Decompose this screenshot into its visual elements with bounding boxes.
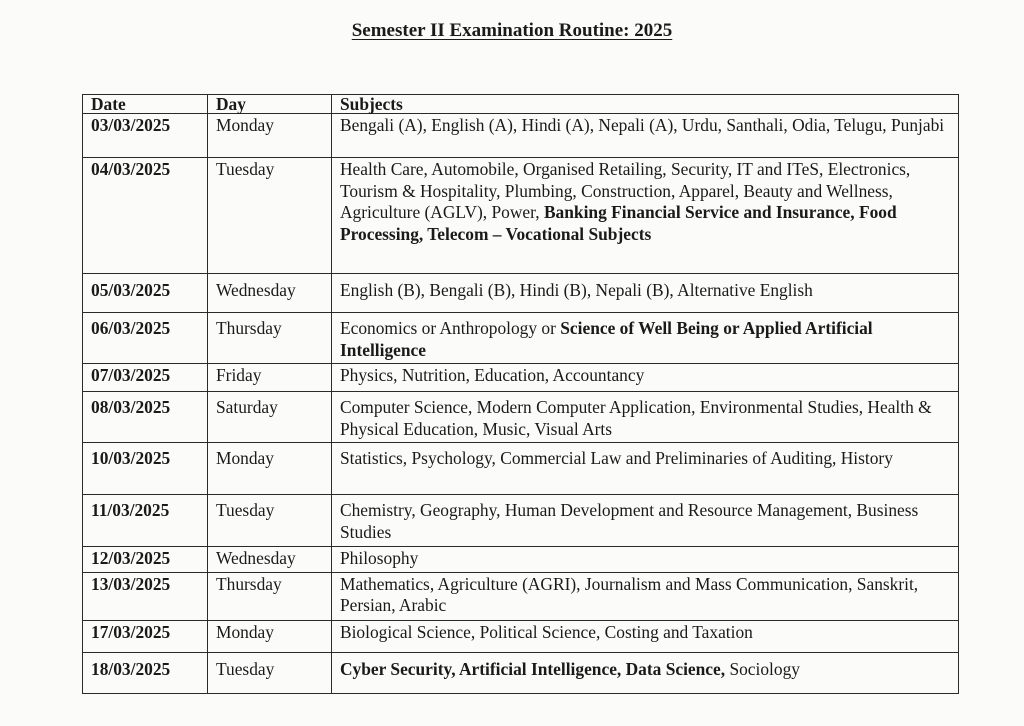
subject-text: English (B), Bengali (B), Hindi (B), Nepali (B), Alternative English xyxy=(340,280,813,300)
table-row xyxy=(83,114,959,158)
exam-date: 10/03/2025 xyxy=(83,443,208,495)
exam-routine-table xyxy=(82,94,959,694)
table-row xyxy=(83,443,959,495)
table-row xyxy=(83,620,959,652)
subject-text: Sociology xyxy=(725,658,800,679)
exam-day: Monday xyxy=(208,620,332,652)
subject-text: Chemistry, Geography, Human Development and Resource Management, Business Studies xyxy=(340,500,919,542)
subject-text: Economics or Anthropology or xyxy=(340,318,561,338)
exam-subjects xyxy=(332,313,959,364)
exam-date: 04/03/2025 xyxy=(83,158,208,274)
table-row xyxy=(83,652,959,693)
exam-date: 18/03/2025 xyxy=(83,652,208,693)
exam-day: Wednesday xyxy=(208,274,332,313)
exam-date: 05/03/2025 xyxy=(83,274,208,313)
subject-text: Computer Science, Modern Computer Application, Environmental Studies, Health & Physical Education, Music, Visual Arts xyxy=(340,397,932,439)
subject-text-bold: Cyber Security, Artificial Intelligence, Data Science, xyxy=(340,658,726,679)
exam-day: Monday xyxy=(208,114,332,158)
exam-date: 11/03/2025 xyxy=(83,495,208,547)
exam-date: 08/03/2025 xyxy=(83,392,208,443)
exam-date: 07/03/2025 xyxy=(83,364,208,392)
exam-day: Friday xyxy=(208,364,332,392)
table-row xyxy=(83,392,959,443)
exam-subjects xyxy=(332,364,959,392)
exam-day: Saturday xyxy=(208,392,332,443)
exam-date: 17/03/2025 xyxy=(83,620,208,652)
exam-subjects xyxy=(332,392,959,443)
exam-day: Tuesday xyxy=(208,158,332,274)
exam-subjects xyxy=(332,547,959,573)
exam-date: 06/03/2025 xyxy=(83,313,208,364)
table-row xyxy=(83,364,959,392)
table-header-row xyxy=(83,95,959,114)
exam-subjects xyxy=(332,572,959,620)
subject-text-bold: Banking Financial Service and Insurance, Food Processing, Telecom – Vocational Subjects xyxy=(340,202,897,244)
table-row xyxy=(83,547,959,573)
subject-text: Physics, Nutrition, Education, Accountancy xyxy=(340,365,645,385)
exam-subjects xyxy=(332,274,959,313)
table-row xyxy=(83,158,959,274)
exam-subjects xyxy=(332,495,959,547)
table-row xyxy=(83,313,959,364)
exam-day: Wednesday xyxy=(208,547,332,573)
exam-date: 03/03/2025 xyxy=(83,114,208,158)
exam-subjects xyxy=(332,114,959,158)
subject-text: Health Care, Automobile, Organised Retailing, Security, IT and ITeS, Electronics, Tourism & Hospitality, Plumbing, Construction, Apparel, Beauty and Wellness, Agriculture (AGLV), Power, xyxy=(340,159,911,222)
exam-day: Thursday xyxy=(208,572,332,620)
table-row xyxy=(83,495,959,547)
exam-date: 13/03/2025 xyxy=(83,572,208,620)
exam-day: Monday xyxy=(208,443,332,495)
subject-text: Philosophy xyxy=(340,548,419,568)
subject-text: Mathematics, Agriculture (AGRI), Journalism and Mass Communication, Sanskrit, Persian, Arabic xyxy=(340,573,919,615)
exam-day: Tuesday xyxy=(208,652,332,693)
exam-date: 12/03/2025 xyxy=(83,547,208,573)
page-title: Semester II Examination Routine: 2025 xyxy=(351,20,673,41)
exam-subjects xyxy=(332,158,959,274)
subject-text: Bengali (A), English (A), Hindi (A), Nepali (A), Urdu, Santhali, Odia, Telugu, Punjabi xyxy=(340,115,945,135)
exam-day: Tuesday xyxy=(208,495,332,547)
exam-day: Thursday xyxy=(208,313,332,364)
subject-text: Statistics, Psychology, Commercial Law and Preliminaries of Auditing, History xyxy=(340,448,893,468)
subject-text: Biological Science, Political Science, Costing and Taxation xyxy=(340,621,753,642)
table-row xyxy=(83,274,959,313)
exam-subjects xyxy=(332,652,959,693)
header-date: Date xyxy=(83,95,208,114)
exam-subjects xyxy=(332,443,959,495)
exam-subjects xyxy=(332,620,959,652)
header-subjects: Subjects xyxy=(332,95,959,114)
subject-text-bold: Science of Well Being or Applied Artificial Intelligence xyxy=(340,318,873,360)
table-row xyxy=(83,572,959,620)
header-day: Day xyxy=(208,95,332,114)
